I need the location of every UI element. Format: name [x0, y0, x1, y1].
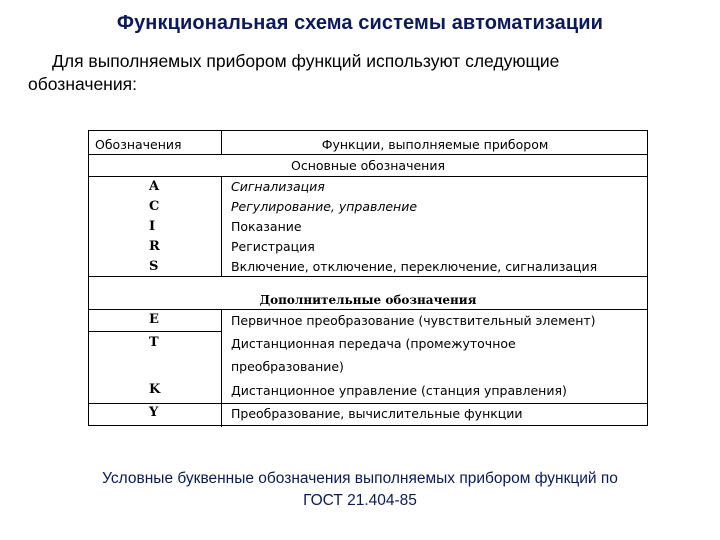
intro-text	[28, 50, 668, 96]
table-divider	[221, 176, 222, 276]
code-e: E	[149, 312, 159, 327]
code-y: Y	[149, 405, 159, 420]
table-divider	[221, 309, 222, 427]
function-primary-conversion: Первичное преобразование (чувствительный элемент)	[231, 313, 596, 328]
code-i: I	[149, 219, 156, 234]
code-t: T	[149, 335, 159, 350]
code-k: K	[149, 382, 161, 397]
table-divider	[89, 154, 647, 155]
function-indication: Показание	[231, 219, 302, 234]
section-extra-title: Дополнительные обозначения	[259, 293, 477, 307]
function-remote-control: Дистанционное управление (станция управления)	[231, 383, 567, 398]
section-main-title: Основные обозначения	[291, 158, 445, 173]
table-divider	[221, 131, 222, 154]
code-a: A	[149, 179, 160, 194]
designations-table	[88, 130, 648, 426]
caption	[40, 468, 680, 512]
function-signaling: Сигнализация	[231, 179, 325, 194]
table-header-functions: Функции, выполняемые прибором	[321, 137, 549, 152]
table-header-designations: Обозначения	[95, 137, 182, 152]
table-divider	[89, 176, 647, 177]
caption-line-2: ГОСТ 21.404-85	[303, 492, 417, 509]
code-s: S	[149, 259, 159, 274]
function-regulation: Регулирование, управление	[231, 199, 418, 214]
function-conversion-computing: Преобразование, вычислительные функции	[231, 406, 523, 421]
function-remote-transmission-line2: преобразование)	[231, 359, 344, 374]
function-switching: Включение, отключение, переключение, сигнализация	[231, 259, 598, 274]
function-registration: Регистрация	[231, 239, 315, 254]
table-divider	[89, 276, 647, 277]
table-divider	[89, 403, 647, 404]
table-divider	[89, 309, 647, 310]
page-title: Функциональная схема системы автоматизации	[116, 12, 604, 34]
intro-text-content: Для выполняемых прибором функций используют следующие обозначения:	[28, 51, 560, 94]
code-c: C	[149, 199, 160, 214]
table-divider	[89, 331, 221, 332]
code-r: R	[149, 239, 160, 254]
caption-line-1: Условные буквенные обозначения выполняемых прибором функций по	[102, 470, 618, 487]
function-remote-transmission-line1: Дистанционная передача (промежуточное	[231, 336, 516, 351]
